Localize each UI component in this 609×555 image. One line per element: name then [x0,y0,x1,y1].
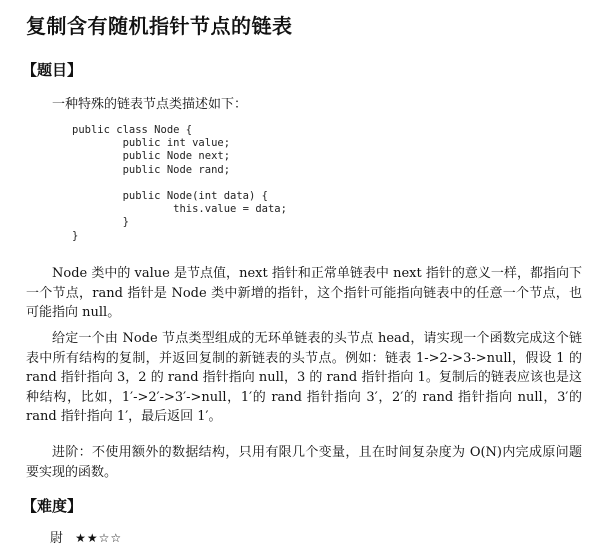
paragraph-advanced: 进阶：不使用额外的数据结构，只用有限几个变量，且在时间复杂度为 O(N)内完成原问题要实现的函数。 [26,445,582,480]
page-title: 复制含有随机指针节点的链表 [26,14,293,38]
intro-text: 一种特殊的链表节点类描述如下： [52,97,248,112]
code-line [72,177,287,190]
code-line: this.value = data; [72,203,287,216]
code-line: public Node next; [72,150,231,163]
star-rating-icon: ★★☆☆ [75,531,123,545]
code-line: } [72,216,129,229]
code-line: public int value; [72,137,231,150]
difficulty-label: 尉 [50,531,64,546]
code-line: public class Node { [72,124,193,136]
code-block [72,124,287,243]
code-line: } [72,229,79,242]
paragraph-node-description: Node 类中的 value 是节点值，next 指针和正常单链表中 next 指针的意义一样，都指向下一个节点，rand 指针是 Node 类中新增的指针，这个指针可能指向链表中的任意一个节点，也可能指向 null。 [26,266,582,321]
problem-heading: 【题目】 [22,61,83,79]
difficulty-heading: 【难度】 [22,497,83,515]
difficulty-rating [50,529,122,548]
paragraph-task: 给定一个由 Node 节点类型组成的无环单链表的头节点 head，请实现一个函数完成这个链表中所有结构的复制，并返回复制的新链表的头节点。例如：链表 1->2->3->null，假设 1 的 rand 指针指向 3，2 的 rand 指针指向 null，3 的 rand 指针指向 1。复制后的链表应该也是这种结构，比如，1′->2′->3′->null，1′的 rand 指针指向 3′，2′的 rand 指针指向 null，3′的 rand 指针指向 1′，最后返回 1′。 [26,331,582,425]
code-line: public Node(int data) { [72,189,268,202]
code-line: public Node rand; [72,163,231,176]
